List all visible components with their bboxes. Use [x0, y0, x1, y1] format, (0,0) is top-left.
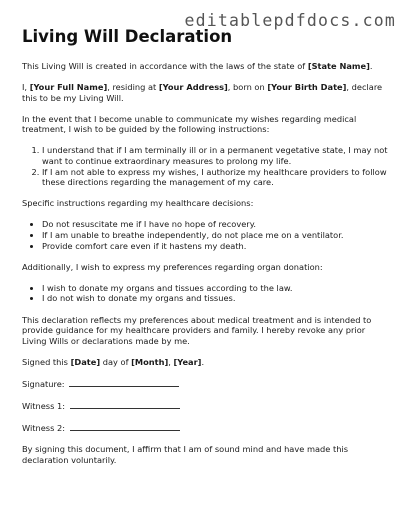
reflects-paragraph: This declaration reflects my preferences about medical treatment and is intended to provide guidance for my healthcare providers and family. I hereby revoke any prior Living Wills or declarations made by me. [22, 314, 372, 346]
year-field: [Year] [173, 356, 202, 367]
signature-label: Signature: [22, 378, 65, 389]
specific-heading: Specific instructions regarding my healthcare decisions: [22, 198, 254, 209]
list-item: • I do not wish to donate my organs and tissues. [42, 293, 392, 304]
witness-2-row [22, 422, 392, 434]
organ-heading: Additionally, I wish to express my preferences regarding organ donation: [22, 261, 323, 272]
list-item: • Provide comfort care even if it hastens my death. [42, 241, 392, 252]
intro-suffix: . [369, 61, 373, 71]
list-item: 2. If I am not able to express my wishes, I authorize my healthcare providers to follow these directions regarding the management of my care. [42, 167, 392, 188]
intro-paragraph [22, 61, 392, 72]
event-paragraph: In the event that I become unable to communicate my wishes regarding medical treatment, I wish to be guided by the following instructions: [22, 113, 357, 135]
month-field: [Month] [131, 356, 169, 367]
closing-paragraph: By signing this document, I affirm that I am of sound mind and have made this declaration voluntarily. [22, 444, 349, 465]
state-name-field: [State Name] [307, 61, 370, 71]
witness-1-label: Witness 1: [22, 400, 66, 411]
document-body [22, 27, 392, 476]
document-title: Living Will Declaration [22, 27, 233, 46]
site-watermark: editablepdfdocs.com [184, 11, 396, 30]
address-field: [Your Address] [158, 82, 228, 93]
witness-2-label: Witness 2: [22, 423, 66, 434]
signature-row [22, 378, 392, 390]
signed-day-of: day of [100, 356, 132, 367]
instructions-list [22, 145, 392, 187]
declarant-suffix: , declare this to be my Living Will. [22, 82, 383, 103]
declarant-born: , born on [227, 82, 268, 93]
signed-date-line [22, 357, 392, 368]
list-item: • Do not resuscitate me if I have no hope of recovery. [42, 219, 392, 230]
witness-2-blank[interactable] [70, 422, 180, 431]
list-item: 1. I understand that if I am terminally ill or in a permanent vegetative state, I may not want to continue extraordinary measures to prolong my life. [42, 145, 392, 166]
signed-prefix: Signed this [22, 356, 71, 367]
organ-donation-list [22, 283, 392, 304]
signature-blank[interactable] [69, 378, 179, 387]
declarant-prefix: I, [22, 82, 30, 93]
birth-date-field: [Your Birth Date] [267, 82, 347, 93]
witness-1-blank[interactable] [70, 400, 180, 409]
signed-comma: , [168, 356, 174, 367]
witness-1-row [22, 400, 392, 412]
list-item: • I wish to donate my organs and tissues according to the law. [42, 283, 392, 294]
signed-suffix: . [201, 356, 205, 367]
specific-instructions-list [22, 219, 392, 251]
list-item: • If I am unable to breathe independently, do not place me on a ventilator. [42, 230, 392, 241]
intro-text: This Living Will is created in accordance with the laws of the state of [22, 61, 308, 71]
declarant-residing: , residing at [107, 82, 159, 93]
date-field: [Date] [70, 356, 101, 367]
full-name-field: [Your Full Name] [29, 82, 108, 93]
declarant-paragraph [22, 82, 392, 103]
